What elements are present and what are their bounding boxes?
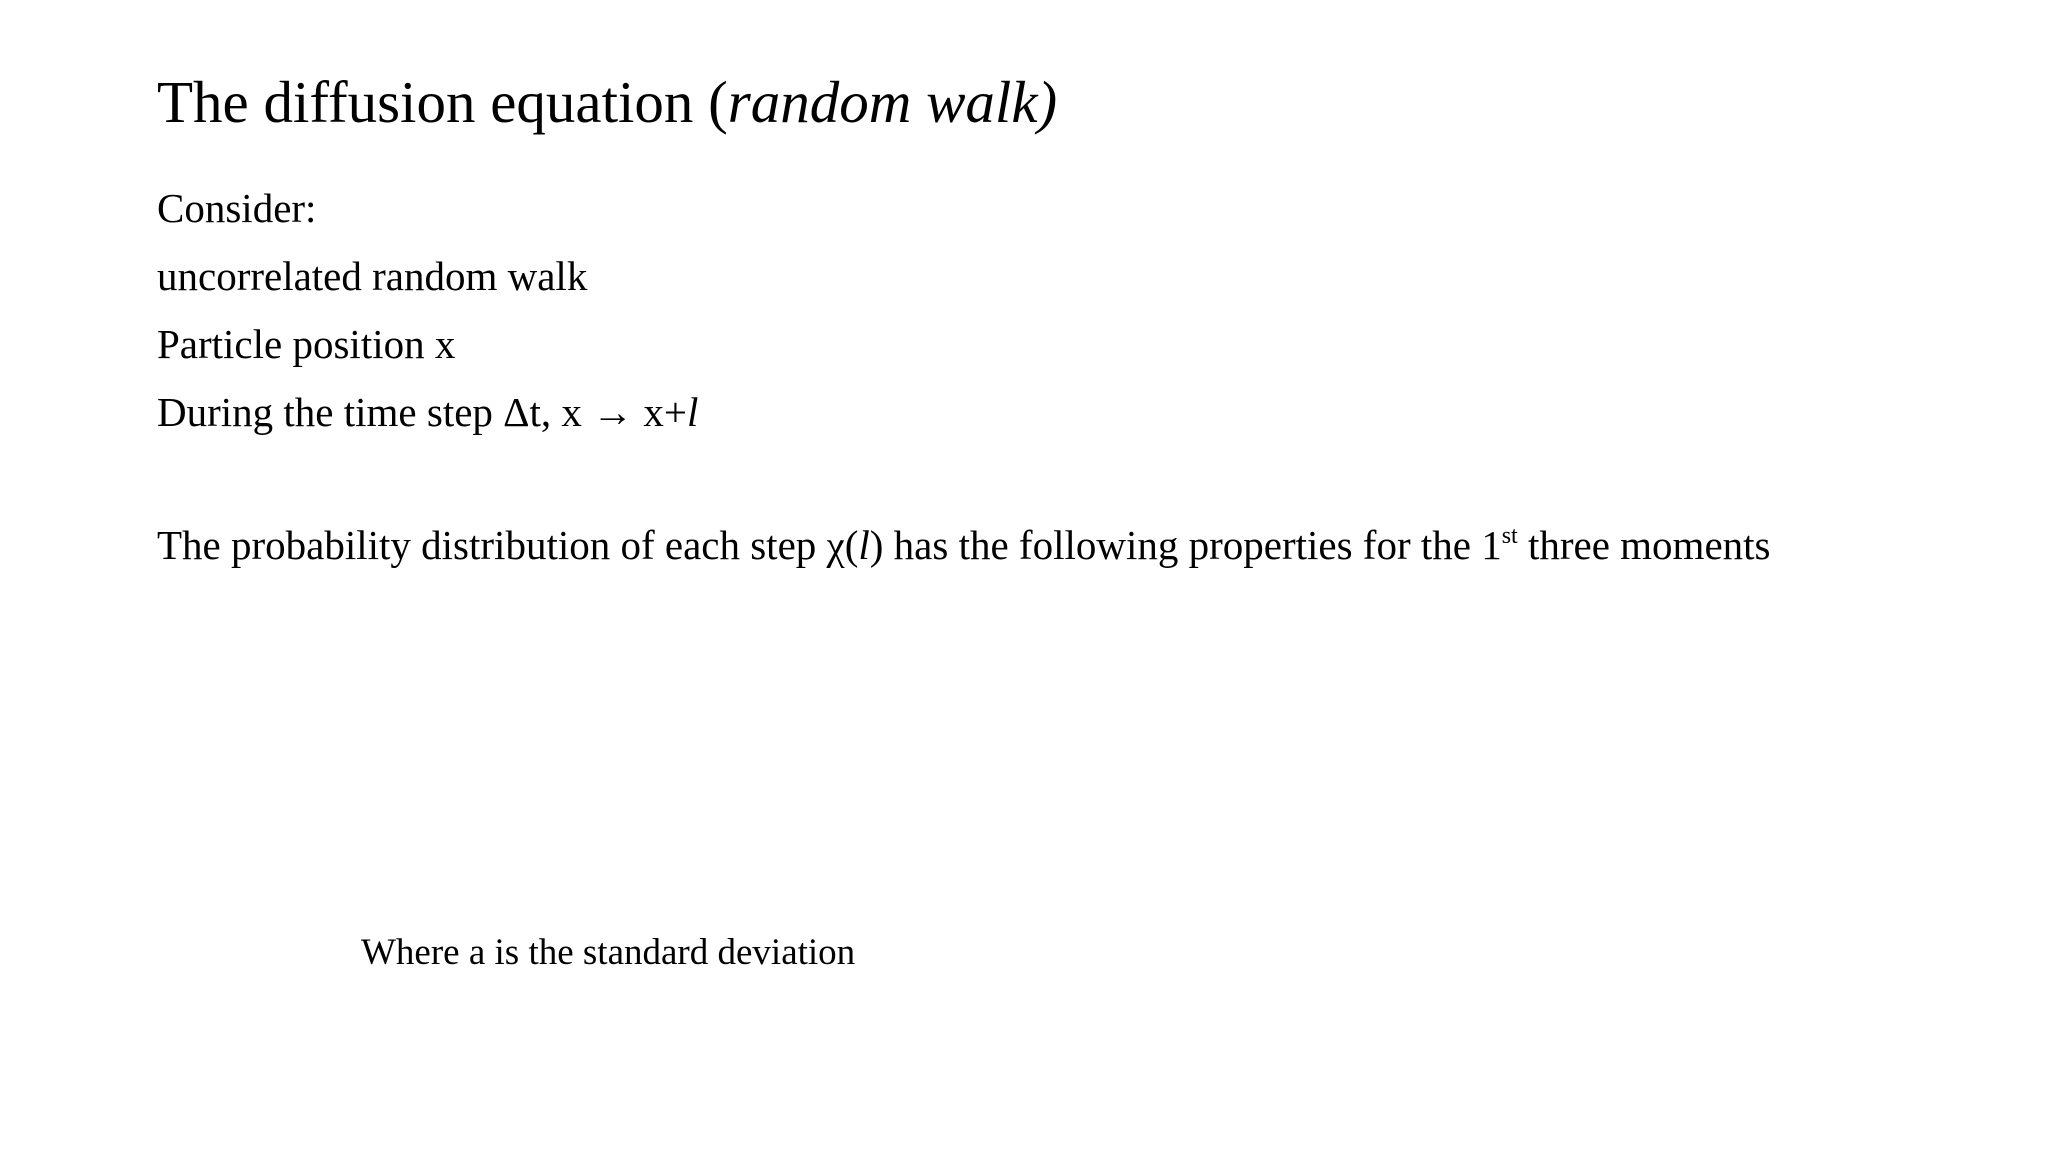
probability-text-2: ) has the following properties for the 1 xyxy=(869,522,1502,568)
probability-line xyxy=(157,517,1771,580)
probability-variable: l xyxy=(858,522,870,568)
consider-line: Consider: xyxy=(157,185,317,231)
time-step-line xyxy=(157,384,698,440)
step-variable: l xyxy=(687,389,699,435)
time-step-text: During the time step Δt, x → x+ xyxy=(157,389,688,435)
title-italic-text: random walk) xyxy=(727,69,1058,135)
probability-text-3: three moments xyxy=(1517,522,1771,568)
probability-text-1: The probability distribution of each step χ( xyxy=(157,522,859,568)
ordinal-superscript: st xyxy=(1501,523,1518,549)
slide-title xyxy=(157,62,1057,142)
particle-position-line: Particle position x xyxy=(157,321,456,367)
random-walk-line: uncorrelated random walk xyxy=(157,253,588,299)
standard-deviation-note: Where a is the standard deviation xyxy=(361,932,856,973)
title-main-text: The diffusion equation ( xyxy=(157,69,728,135)
